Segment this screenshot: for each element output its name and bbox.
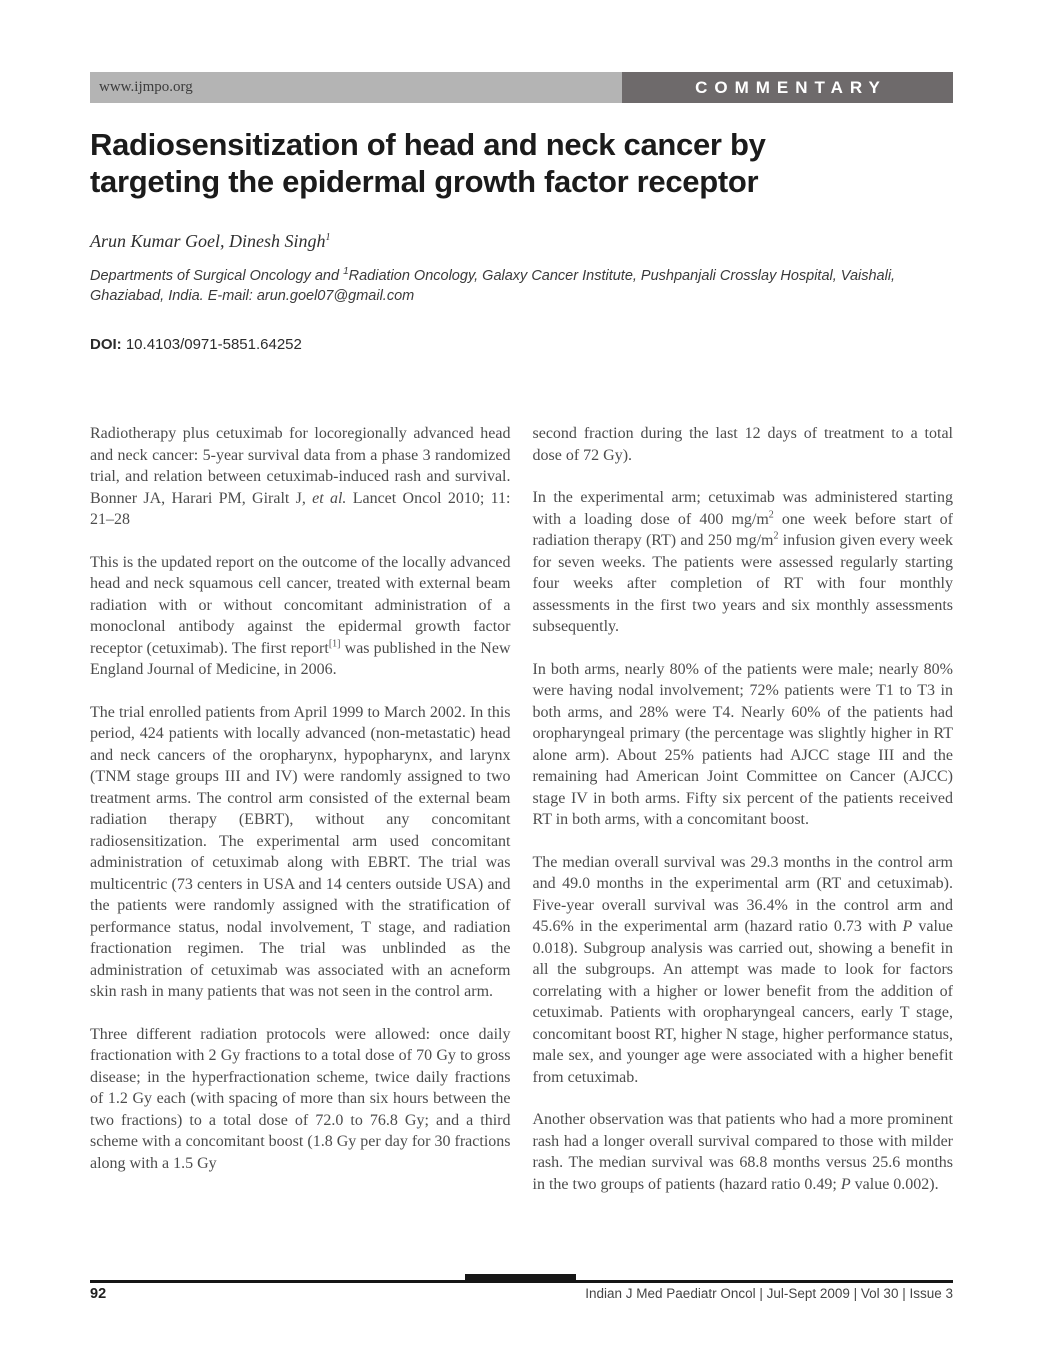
section-banner — [622, 72, 953, 103]
page-header — [90, 72, 953, 103]
paragraph: Three different radiation protocols were allowed: once daily fractionation with 2 Gy fractions to a total dose of 70 Gy to gross disease; in the hyperfractionation scheme, twice daily fractions of 1.2 Gy each (with spacing of more than six hours between the two fractions) to a total dose of 72.0 to 76.8 Gy; and a third scheme with a concomitant boost (1.8 Gy per day for 30 fractions along with a 1.5 Gy — [90, 1025, 511, 1172]
page-number: 92 — [90, 1286, 107, 1302]
left-column — [90, 423, 511, 1195]
right-column — [533, 423, 954, 1195]
paragraph: In the experimental arm; cetuximab was administered starting with a loading dose of 400 $mg/m^2$ one week before start of radiation therapy (RT) and 250 $mg/m^2$ infusion given every week for seven weeks. The patients were assessed regularly starting four weeks after completion of RT with four monthly assessments in the first two years and six monthly assessments subsequently. — [532, 489, 954, 635]
page-footer — [90, 1280, 953, 1302]
paragraph: In both arms, nearly 80% of the patients were male; nearly 80% were having nodal involvement; 72% patients were T1 to T3 in both arms, and 28% were T4. Nearly 60% of the patients had oropharyngeal primary (the percentage was slightly higher in RT alone arm). About 25% patients had AJCC stage III and the remaining had American Joint Committee on Cancer (AJCC) stage IV in both arms. Fifty six percent of the patients received RT in both arms, with a concomitant boost. — [532, 660, 953, 828]
authors-line: Arun Kumar Goel, Dinesh Singh$^1$ — [90, 231, 331, 251]
journal-url-bar — [90, 72, 622, 103]
paragraph: second fraction during the last 12 days of treatment to a total dose of 72 Gy). — [532, 425, 953, 464]
doi-value: 10.4103/0971-5851.64252 — [125, 336, 302, 353]
footer-row — [90, 1286, 953, 1302]
doi-line — [90, 336, 302, 353]
paragraph: The median overall survival was 29.3 months in the control arm and 49.0 months in the experimental arm (RT and cetuximab). Five-year overall survival was 36.4% in the control arm and 45.6% in the experimental arm (hazard ratio 0.73 with P value 0.018). Subgroup analysis was carried out, showing a benefit in all the subgroups. An attempt was made to look for factors correlating with a higher or lower benefit from the addition of cetuximab. Patients with oropharyngeal cancers, early T stage, concomitant boost RT, higher N stage, higher performance status, male sex, and younger age were associated with a higher benefit from cetuximab. — [532, 853, 953, 1086]
article-body — [90, 423, 953, 1195]
article-title — [90, 126, 930, 200]
affiliation-line: Departments of Surgical Oncology and $^1$Radiation Oncology, Galaxy Cancer Institute, Pushpanjali Crosslay Hospital, Vaishali, Ghaziabad, India. E-mail: arun.goel07@gmail.com — [90, 266, 896, 304]
journal-citation: Indian J Med Paediatr Oncol | Jul-Sept 2009 | Vol 30 | Issue 3 — [585, 1286, 953, 1301]
doi-label: DOI: — [90, 336, 122, 353]
article-title-line-2: targeting the epidermal growth factor receptor — [90, 164, 759, 199]
journal-url: www.ijmpo.org — [99, 79, 193, 95]
paragraph: Another observation was that patients who had a more prominent rash had a longer overall survival compared to those with milder rash. The median survival was 68.8 months versus 25.6 months in the two groups of patients (hazard ratio 0.49; P value 0.002). — [532, 1111, 953, 1193]
section-label: COMMENTARY — [695, 77, 887, 97]
article-title-line-1: Radiosensitization of head and neck cancer by — [90, 127, 766, 162]
footer-rule-thick-segment — [465, 1274, 576, 1283]
paragraph: The trial enrolled patients from April 1999 to March 2002. In this period, 424 patients with locally advanced (non-metastatic) head and neck cancers of the oropharynx, hypopharynx, and larynx (TNM stage groups III and IV) were randomly assigned to two treatment arms. The control arm consisted of the external beam radiation therapy (EBRT), without any concomitant radiosensitization. The experimental arm used concomitant administration of cetuximab along with EBRT. The trial was multicentric (73 centers in USA and 14 centers outside USA) and the patients were randomly assigned with the stratification of performance status, nodal involvement, T stage, and radiation fractionation regimen. The trial was unblinded as the administration of cetuximab was associated with an acneform skin rash in many patients that was not seen in the control arm. — [90, 703, 511, 1000]
paragraph: This is the updated report on the outcome of the locally advanced head and neck squamous cell cancer, treated with external beam radiation with or without concomitant administration of a monoclonal antibody against the epidermal growth factor receptor (cetuximab). The first report[1] was published in the New England Journal of Medicine, in 2006. — [90, 553, 511, 678]
paragraph: Radiotherapy plus cetuximab for locoregionally advanced head and neck cancer: 5-year survival data from a phase 3 randomized trial, and relation between cetuximab-induced rash and survival. Bonner JA, Harari PM, Giralt J, et al. Lancet Oncol 2010; 11: 21–28 — [90, 425, 511, 528]
footer-rule — [90, 1280, 953, 1283]
